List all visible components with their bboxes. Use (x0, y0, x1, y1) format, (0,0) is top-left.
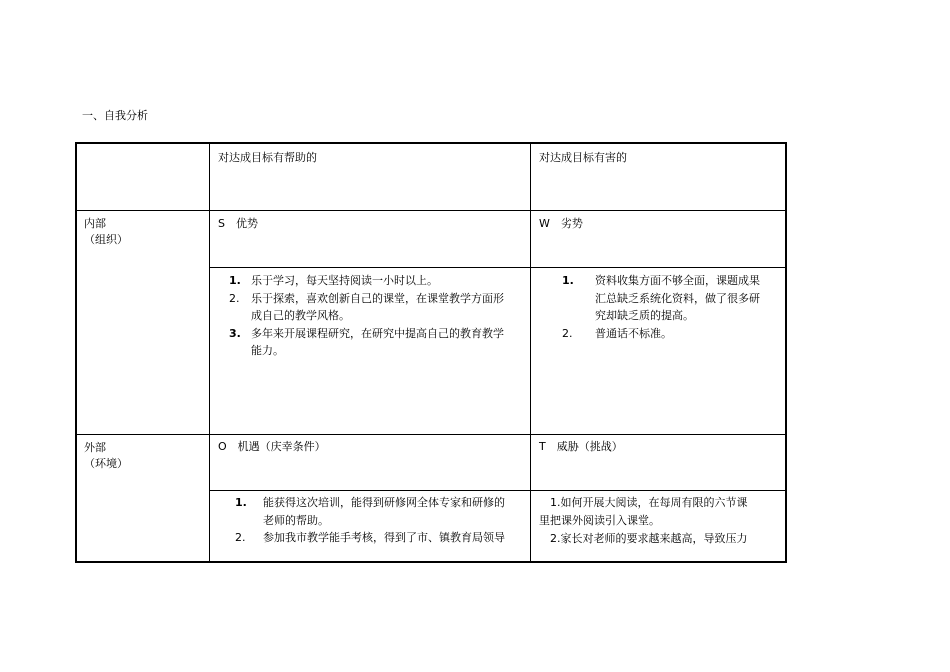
list-number: 1. (229, 274, 241, 287)
list-number: 2. (229, 291, 240, 305)
list-item-line: 乐于探索，喜欢创新自己的课堂，在课堂教学方面形 (251, 291, 504, 305)
table-border-bottom (75, 561, 787, 563)
threats-line: 里把课外阅读引入课堂。 (539, 514, 660, 527)
table-border-right (785, 142, 787, 563)
opportunities-title: O 机遇（庆幸条件） (218, 440, 326, 453)
external-label-line2: （环境） (84, 457, 128, 470)
table-border-left (75, 142, 77, 563)
list-number: 2. (235, 531, 246, 544)
header-helpful: 对达成目标有帮助的 (218, 151, 317, 164)
list-item (562, 325, 760, 343)
internal-label (84, 216, 128, 248)
list-number: 3. (229, 326, 241, 340)
list-item (229, 290, 504, 325)
internal-label-line2: （组织） (84, 233, 128, 246)
list-number: 1. (235, 496, 247, 509)
threats-title: T 威胁（挑战） (539, 440, 623, 453)
list-item-line: 普通话不标准。 (595, 326, 672, 340)
swot-table (75, 142, 787, 563)
row-divider-internal-sub (209, 267, 787, 268)
header-harmful: 对达成目标有害的 (539, 151, 627, 164)
internal-label-line1: 内部 (84, 217, 106, 230)
list-item-line: 参加我市教学能手考核，得到了市、镇教育局领导 (263, 531, 505, 544)
strengths-list (229, 272, 504, 360)
threats-line: 1.如何开展大阅读，在每周有限的六节课 (539, 496, 748, 509)
list-item-line: 乐于学习，每天坚持阅读一小时以上。 (251, 274, 438, 287)
list-item-line: 究却缺乏质的提高。 (595, 309, 694, 322)
strengths-title: S 优势 (218, 217, 258, 230)
list-item-line: 资料收集方面不够全面，课题成果 (595, 274, 760, 287)
list-item (229, 272, 504, 290)
weaknesses-title: W 劣势 (539, 217, 583, 230)
weaknesses-list (562, 272, 760, 342)
list-item-line: 老师的帮助。 (263, 513, 329, 527)
list-item-line: 汇总缺乏系统化资料，做了很多研 (595, 291, 760, 305)
list-number: 1. (562, 274, 574, 287)
column-divider-2 (530, 142, 531, 563)
external-label (84, 440, 128, 472)
threats-line: 2.家长对老师的要求越来越高，导致压力 (539, 532, 748, 545)
list-item-line: 成自己的教学风格。 (251, 309, 350, 322)
opportunities-list (235, 494, 505, 547)
row-divider-external-sub (209, 490, 787, 491)
row-divider-header (75, 210, 787, 211)
row-divider-external (75, 434, 787, 435)
list-item (235, 529, 505, 547)
list-item-line: 能获得这次培训，能得到研修网全体专家和研修的 (263, 496, 505, 509)
list-item (235, 494, 505, 529)
table-border-top (75, 142, 787, 144)
list-number: 2. (562, 326, 573, 340)
column-divider-1 (209, 142, 210, 563)
list-item (229, 325, 504, 360)
list-item-line: 能力。 (251, 344, 284, 357)
external-label-line1: 外部 (84, 441, 106, 454)
section-title: 一、自我分析 (82, 109, 148, 122)
list-item-line: 多年来开展课程研究，在研究中提高自己的教育教学 (251, 326, 504, 340)
threats-text (539, 494, 748, 548)
list-item (562, 272, 760, 325)
